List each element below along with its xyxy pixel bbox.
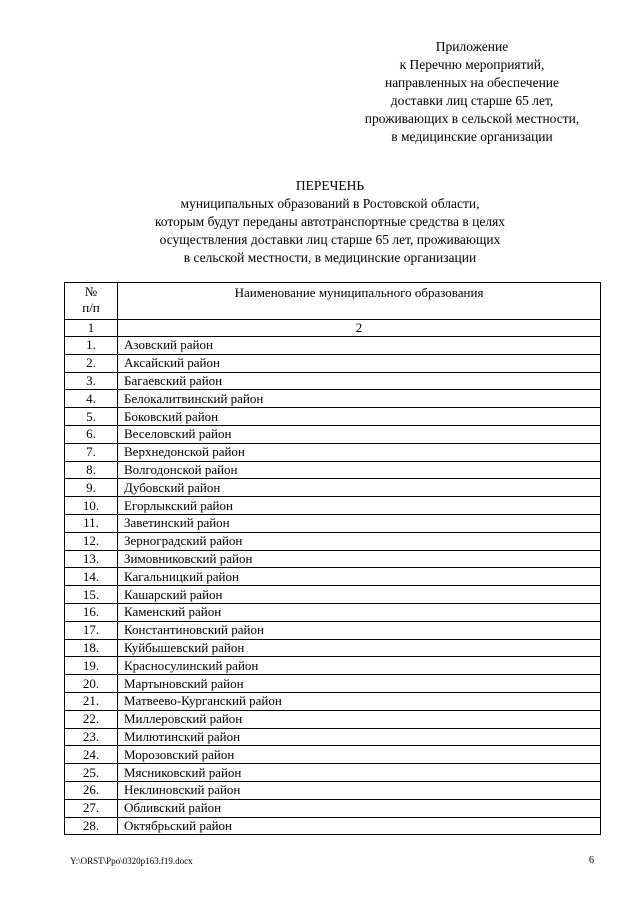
row-number-cell: 10. — [65, 497, 118, 515]
table-row — [65, 514, 601, 532]
row-number-cell: 15. — [65, 586, 118, 604]
table-row — [65, 372, 601, 390]
municipality-name-cell: Матвеево-Курганский район — [118, 692, 601, 710]
appendix-line: в медицинские организации — [391, 129, 553, 144]
table-row — [65, 497, 601, 515]
row-number-cell: 25. — [65, 764, 118, 782]
row-number-cell: 12. — [65, 532, 118, 550]
table-row — [65, 764, 601, 782]
header-number-abbrev: п/п — [82, 300, 100, 315]
row-number-cell: 8. — [65, 461, 118, 479]
municipality-name-cell: Зерноградский район — [118, 532, 601, 550]
table-row — [65, 746, 601, 764]
page-number: 6 — [589, 855, 594, 866]
table-row — [65, 479, 601, 497]
municipality-name-cell: Константиновский район — [118, 621, 601, 639]
title-line: в сельской местности, в медицинские организации — [183, 250, 477, 265]
row-number-cell: 5. — [65, 408, 118, 426]
table-row — [65, 710, 601, 728]
municipality-name-cell: Кагальницкий район — [118, 568, 601, 586]
row-number-cell: 4. — [65, 390, 118, 408]
municipality-name-cell: Обливский район — [118, 799, 601, 817]
column-index-cell: 1 — [65, 320, 118, 337]
appendix-line: к Перечню мероприятий, — [399, 57, 545, 72]
row-number-cell: 7. — [65, 443, 118, 461]
municipality-name-cell: Верхнедонской район — [118, 443, 601, 461]
table-body — [65, 320, 601, 835]
municipality-name-cell: Октябрьский район — [118, 817, 601, 835]
municipality-name-cell: Аксайский район — [118, 354, 601, 372]
table-row — [65, 621, 601, 639]
table-row — [65, 532, 601, 550]
table-row — [65, 408, 601, 426]
table-row — [65, 443, 601, 461]
row-number-cell: 20. — [65, 675, 118, 693]
appendix-block — [340, 38, 604, 146]
document-heading: ПЕРЕЧЕНЬ — [295, 178, 365, 193]
municipality-name-cell: Куйбышевский район — [118, 639, 601, 657]
table-row — [65, 657, 601, 675]
municipality-name-cell: Белокалитвинский район — [118, 390, 601, 408]
table-row — [65, 799, 601, 817]
row-number-cell: 23. — [65, 728, 118, 746]
row-number-cell: 26. — [65, 781, 118, 799]
row-number-cell: 9. — [65, 479, 118, 497]
row-number-cell: 16. — [65, 603, 118, 621]
table-row — [65, 550, 601, 568]
table-row — [65, 639, 601, 657]
table-row — [65, 817, 601, 835]
municipality-name-cell: Кашарский район — [118, 586, 601, 604]
municipality-name-cell: Волгодонской район — [118, 461, 601, 479]
table-row — [65, 603, 601, 621]
table-row — [65, 568, 601, 586]
table-row — [65, 390, 601, 408]
municipality-name-cell: Красносулинский район — [118, 657, 601, 675]
table-row — [65, 354, 601, 372]
municipality-name-cell: Мартыновский район — [118, 675, 601, 693]
row-number-cell: 6. — [65, 425, 118, 443]
municipality-name-cell: Неклиновский район — [118, 781, 601, 799]
column-header-number — [65, 283, 118, 320]
table-row — [65, 425, 601, 443]
row-number-cell: 24. — [65, 746, 118, 764]
column-header-name: Наименование муниципального образования — [118, 283, 601, 320]
row-number-cell: 19. — [65, 657, 118, 675]
table-row — [65, 781, 601, 799]
document-title-block — [60, 177, 600, 267]
footer-file-path: Y:\ORST\Ppo\0320p163.f19.docx — [70, 856, 193, 866]
municipality-name-cell: Дубовский район — [118, 479, 601, 497]
column-index-cell: 2 — [118, 320, 601, 337]
municipality-name-cell: Зимовниковский район — [118, 550, 601, 568]
municipality-name-cell: Мясниковский район — [118, 764, 601, 782]
table-row — [65, 728, 601, 746]
row-number-cell: 13. — [65, 550, 118, 568]
row-number-cell: 3. — [65, 372, 118, 390]
municipality-name-cell: Егорлыкский район — [118, 497, 601, 515]
municipality-name-cell: Морозовский район — [118, 746, 601, 764]
title-line: которым будут переданы автотранспортные средства в целях — [154, 214, 506, 229]
row-number-cell: 14. — [65, 568, 118, 586]
municipality-name-cell: Азовский район — [118, 337, 601, 355]
municipality-name-cell: Миллеровский район — [118, 710, 601, 728]
table-row — [65, 461, 601, 479]
row-number-cell: 2. — [65, 354, 118, 372]
appendix-line: проживающих в сельской местности, — [364, 111, 580, 126]
row-number-cell: 11. — [65, 514, 118, 532]
row-number-cell: 17. — [65, 621, 118, 639]
row-number-cell: 21. — [65, 692, 118, 710]
municipality-name-cell: Каменский район — [118, 603, 601, 621]
table-row — [65, 692, 601, 710]
title-line: осуществления доставки лиц старше 65 лет, проживающих — [159, 232, 501, 247]
table-row — [65, 675, 601, 693]
table-row — [65, 586, 601, 604]
header-number-symbol: № — [84, 284, 98, 299]
row-number-cell: 1. — [65, 337, 118, 355]
municipalities-table — [64, 282, 601, 835]
municipality-name-cell: Багаевский район — [118, 372, 601, 390]
row-number-cell: 27. — [65, 799, 118, 817]
row-number-cell: 28. — [65, 817, 118, 835]
table-row — [65, 337, 601, 355]
row-number-cell: 18. — [65, 639, 118, 657]
municipality-name-cell: Боковский район — [118, 408, 601, 426]
appendix-line: направленных на обеспечение — [384, 75, 560, 90]
municipality-name-cell: Заветинский район — [118, 514, 601, 532]
column-index-row — [65, 320, 601, 337]
municipality-name-cell: Веселовский район — [118, 425, 601, 443]
municipality-name-cell: Милютинский район — [118, 728, 601, 746]
title-line: муниципальных образований в Ростовской области, — [180, 196, 480, 211]
row-number-cell: 22. — [65, 710, 118, 728]
appendix-line: доставки лиц старше 65 лет, — [390, 93, 554, 108]
appendix-line: Приложение — [435, 39, 509, 54]
table-header-row — [65, 283, 601, 320]
